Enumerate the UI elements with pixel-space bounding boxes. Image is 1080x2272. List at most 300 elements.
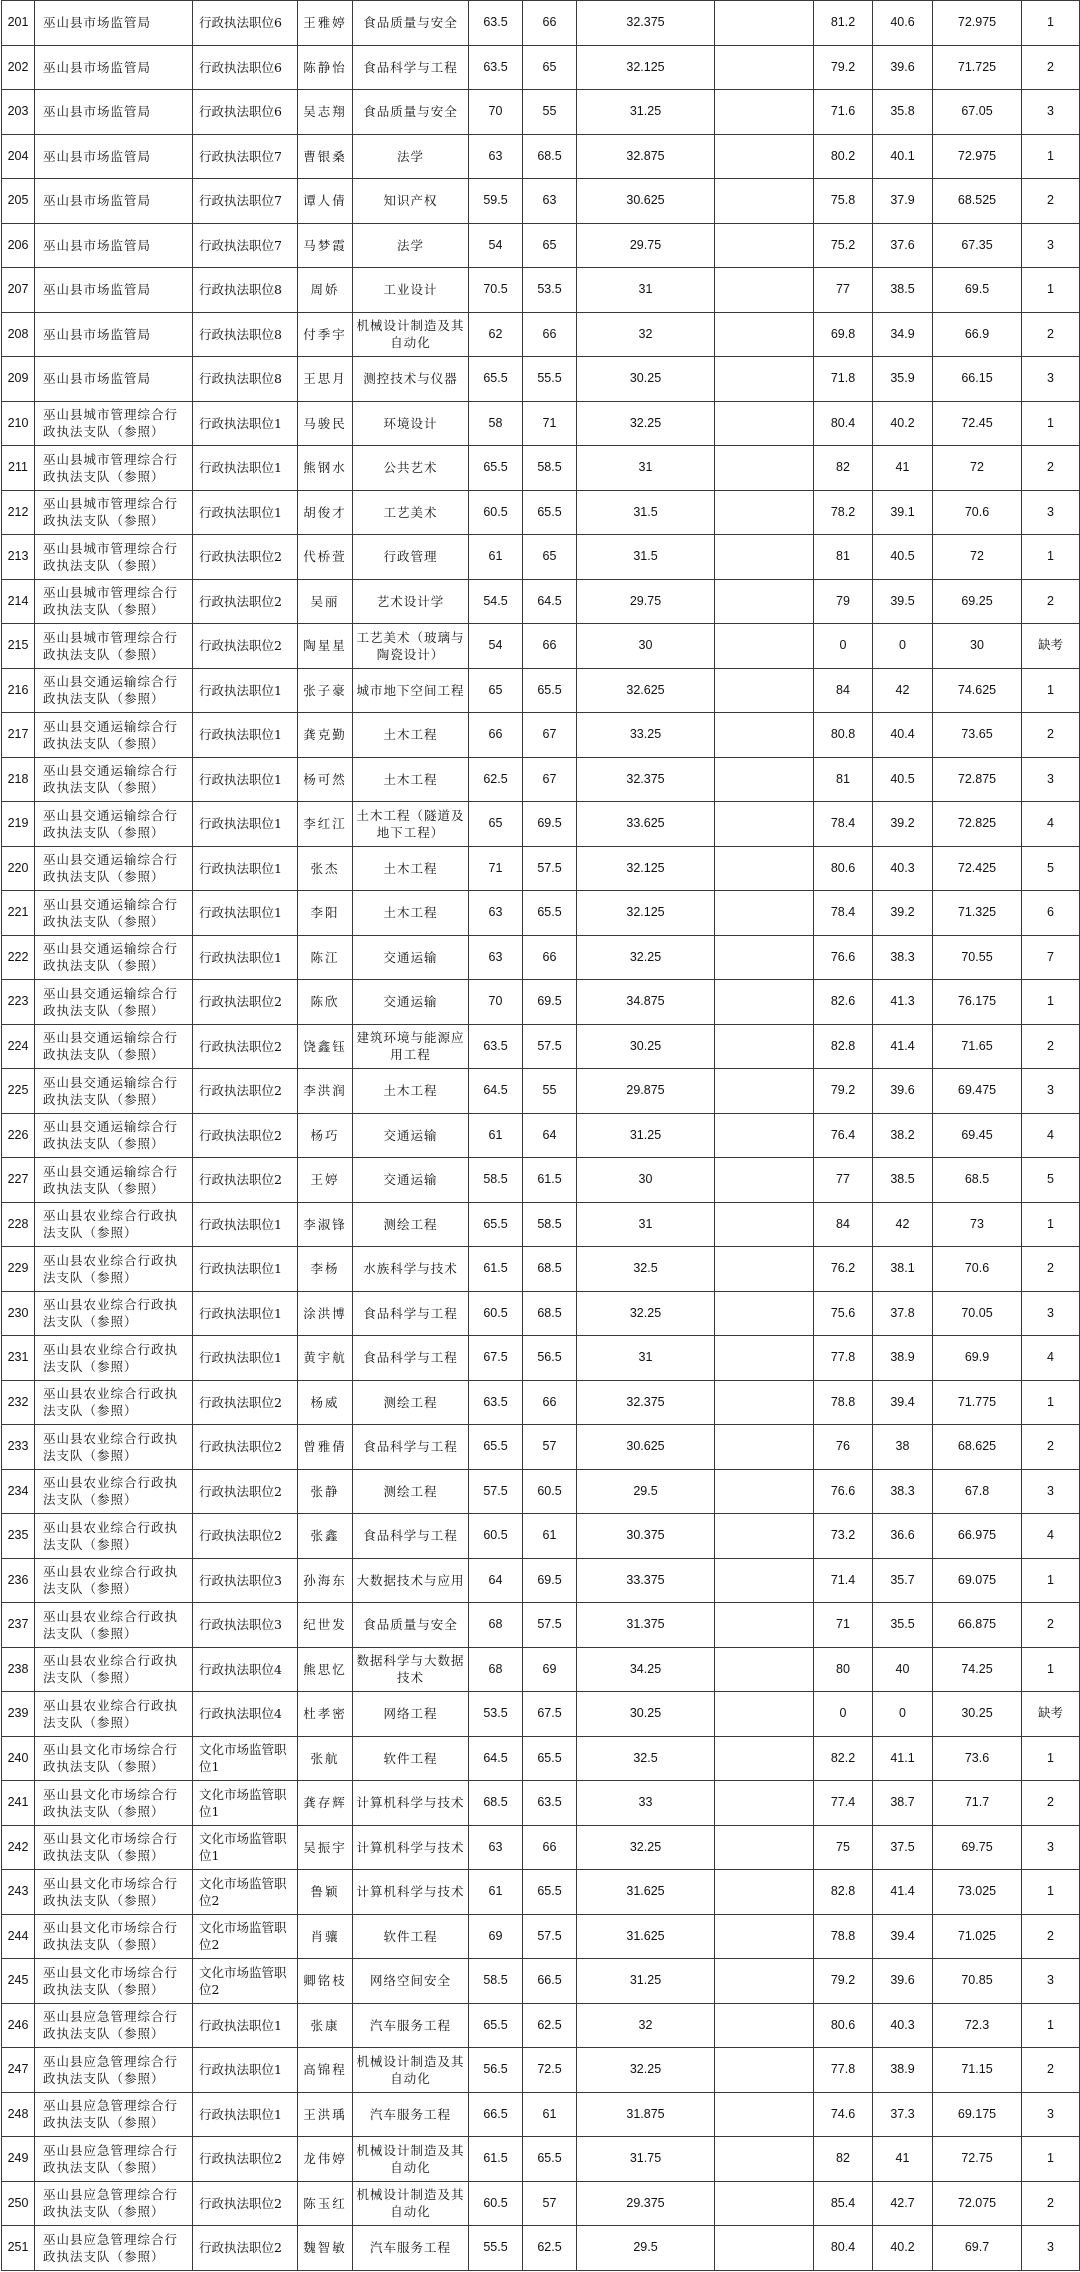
total-score-cell: 68.5	[933, 1158, 1022, 1203]
interview-score-cell: 84	[814, 668, 873, 713]
interview-weighted-cell: 38.3	[873, 1469, 933, 1514]
major-cell: 网络工程	[353, 1692, 469, 1737]
candidate-name-cell: 饶鑫钰	[298, 1024, 353, 1069]
total-score-cell: 69.175	[933, 2092, 1022, 2137]
interview-weighted-cell: 42	[873, 1202, 933, 1247]
written-total-cell: 31	[577, 268, 715, 313]
rank-cell: 2	[1022, 2048, 1080, 2093]
table-row	[2, 579, 1080, 624]
note-cell	[715, 1647, 814, 1692]
row-number: 249	[2, 2137, 35, 2182]
written-total-cell: 29.75	[577, 223, 715, 268]
written-score-1-cell: 61	[469, 1113, 523, 1158]
unit-cell: 巫山县农业综合行政执法支队（参照）	[35, 1514, 193, 1559]
note-cell	[715, 1914, 814, 1959]
rank-cell: 2	[1022, 446, 1080, 491]
interview-weighted-cell: 40.1	[873, 134, 933, 179]
written-score-2-cell: 65.5	[523, 1870, 577, 1915]
interview-weighted-cell: 39.2	[873, 891, 933, 936]
written-total-cell: 31	[577, 1336, 715, 1381]
major-cell: 计算机科学与技术	[353, 1870, 469, 1915]
written-total-cell: 29.5	[577, 1469, 715, 1514]
total-score-cell: 67.8	[933, 1469, 1022, 1514]
table-row	[2, 1113, 1080, 1158]
note-cell	[715, 223, 814, 268]
row-number: 233	[2, 1425, 35, 1470]
unit-cell: 巫山县交通运输综合行政执法支队（参照）	[35, 891, 193, 936]
written-score-2-cell: 66	[523, 1, 577, 46]
candidate-name-cell: 李红江	[298, 802, 353, 847]
written-score-1-cell: 64	[469, 1558, 523, 1603]
major-cell: 汽车服务工程	[353, 2092, 469, 2137]
candidate-name-cell: 陈欣	[298, 980, 353, 1025]
written-score-2-cell: 68.5	[523, 134, 577, 179]
unit-cell: 巫山县文化市场综合行政执法支队（参照）	[35, 1825, 193, 1870]
written-score-2-cell: 60.5	[523, 1469, 577, 1514]
interview-score-cell: 71.6	[814, 90, 873, 135]
major-cell: 大数据技术与应用	[353, 1558, 469, 1603]
written-score-2-cell: 55.5	[523, 357, 577, 402]
row-number: 214	[2, 579, 35, 624]
position-cell: 行政执法职位2	[193, 1158, 298, 1203]
rank-cell: 1	[1022, 1380, 1080, 1425]
interview-weighted-cell: 38.5	[873, 268, 933, 313]
row-number: 228	[2, 1202, 35, 1247]
position-cell: 行政执法职位6	[193, 1, 298, 46]
written-score-2-cell: 57	[523, 2181, 577, 2226]
written-total-cell: 30.25	[577, 357, 715, 402]
table-body	[2, 1, 1080, 2271]
written-total-cell: 29.375	[577, 2181, 715, 2226]
total-score-cell: 30.25	[933, 1692, 1022, 1737]
row-number: 246	[2, 2003, 35, 2048]
rank-cell: 4	[1022, 1113, 1080, 1158]
written-total-cell: 29.75	[577, 579, 715, 624]
written-total-cell: 32.625	[577, 668, 715, 713]
unit-cell: 巫山县农业综合行政执法支队（参照）	[35, 1692, 193, 1737]
note-cell	[715, 1870, 814, 1915]
interview-weighted-cell: 40.4	[873, 713, 933, 758]
total-score-cell: 73.65	[933, 713, 1022, 758]
major-cell: 土木工程	[353, 713, 469, 758]
major-cell: 软件工程	[353, 1914, 469, 1959]
written-score-1-cell: 57.5	[469, 1469, 523, 1514]
rank-cell: 1	[1022, 535, 1080, 580]
written-score-2-cell: 69	[523, 1647, 577, 1692]
row-number: 220	[2, 846, 35, 891]
written-score-1-cell: 65.5	[469, 446, 523, 491]
candidate-name-cell: 陈江	[298, 935, 353, 980]
table-row	[2, 357, 1080, 402]
total-score-cell: 69.75	[933, 1825, 1022, 1870]
written-total-cell: 30.625	[577, 179, 715, 224]
total-score-cell: 72.875	[933, 757, 1022, 802]
candidate-name-cell: 张康	[298, 2003, 353, 2048]
major-cell: 食品科学与工程	[353, 1425, 469, 1470]
major-cell: 数据科学与大数据技术	[353, 1647, 469, 1692]
candidate-name-cell: 王洪瑀	[298, 2092, 353, 2137]
interview-weighted-cell: 0	[873, 624, 933, 669]
rank-cell: 4	[1022, 1514, 1080, 1559]
rank-cell: 3	[1022, 2226, 1080, 2271]
interview-weighted-cell: 0	[873, 1692, 933, 1737]
unit-cell: 巫山县文化市场综合行政执法支队（参照）	[35, 1914, 193, 1959]
unit-cell: 巫山县农业综合行政执法支队（参照）	[35, 1291, 193, 1336]
total-score-cell: 73.6	[933, 1736, 1022, 1781]
unit-cell: 巫山县交通运输综合行政执法支队（参照）	[35, 935, 193, 980]
table-row	[2, 1336, 1080, 1381]
candidate-name-cell: 熊思忆	[298, 1647, 353, 1692]
unit-cell: 巫山县市场监管局	[35, 179, 193, 224]
written-score-2-cell: 53.5	[523, 268, 577, 313]
row-number: 210	[2, 401, 35, 446]
note-cell	[715, 357, 814, 402]
note-cell	[715, 401, 814, 446]
position-cell: 行政执法职位2	[193, 624, 298, 669]
position-cell: 行政执法职位1	[193, 446, 298, 491]
position-cell: 文化市场监管职位1	[193, 1736, 298, 1781]
written-score-2-cell: 66	[523, 624, 577, 669]
candidate-name-cell: 陶星星	[298, 624, 353, 669]
written-score-1-cell: 66.5	[469, 2092, 523, 2137]
written-total-cell: 31.25	[577, 90, 715, 135]
interview-weighted-cell: 38.1	[873, 1247, 933, 1292]
interview-score-cell: 76.2	[814, 1247, 873, 1292]
unit-cell: 巫山县交通运输综合行政执法支队（参照）	[35, 980, 193, 1025]
interview-score-cell: 79.2	[814, 1959, 873, 2004]
written-score-1-cell: 68.5	[469, 1781, 523, 1826]
interview-weighted-cell: 41	[873, 2137, 933, 2182]
row-number: 223	[2, 980, 35, 1025]
position-cell: 文化市场监管职位2	[193, 1914, 298, 1959]
note-cell	[715, 2003, 814, 2048]
interview-weighted-cell: 42	[873, 668, 933, 713]
note-cell	[715, 134, 814, 179]
written-score-1-cell: 63.5	[469, 1024, 523, 1069]
total-score-cell: 73.025	[933, 1870, 1022, 1915]
written-score-2-cell: 64	[523, 1113, 577, 1158]
unit-cell: 巫山县应急管理综合行政执法支队（参照）	[35, 2003, 193, 2048]
candidate-name-cell: 张杰	[298, 846, 353, 891]
major-cell: 食品科学与工程	[353, 1336, 469, 1381]
interview-weighted-cell: 39.4	[873, 1914, 933, 1959]
note-cell	[715, 1069, 814, 1114]
written-total-cell: 33.625	[577, 802, 715, 847]
written-total-cell: 30	[577, 624, 715, 669]
unit-cell: 巫山县交通运输综合行政执法支队（参照）	[35, 668, 193, 713]
table-row	[2, 1202, 1080, 1247]
row-number: 251	[2, 2226, 35, 2271]
position-cell: 行政执法职位1	[193, 2003, 298, 2048]
position-cell: 行政执法职位4	[193, 1647, 298, 1692]
interview-score-cell: 82.8	[814, 1870, 873, 1915]
unit-cell: 巫山县交通运输综合行政执法支队（参照）	[35, 713, 193, 758]
written-total-cell: 34.25	[577, 1647, 715, 1692]
interview-score-cell: 77	[814, 1158, 873, 1203]
note-cell	[715, 891, 814, 936]
interview-weighted-cell: 40.2	[873, 401, 933, 446]
table-row	[2, 446, 1080, 491]
written-total-cell: 32.25	[577, 401, 715, 446]
major-cell: 交通运输	[353, 935, 469, 980]
position-cell: 行政执法职位2	[193, 980, 298, 1025]
position-cell: 行政执法职位1	[193, 401, 298, 446]
position-cell: 行政执法职位1	[193, 846, 298, 891]
table-row	[2, 802, 1080, 847]
interview-score-cell: 77.8	[814, 1336, 873, 1381]
position-cell: 行政执法职位2	[193, 1425, 298, 1470]
rank-cell: 2	[1022, 579, 1080, 624]
interview-weighted-cell: 38	[873, 1425, 933, 1470]
position-cell: 行政执法职位2	[193, 2226, 298, 2271]
row-number: 202	[2, 45, 35, 90]
table-row	[2, 312, 1080, 357]
total-score-cell: 76.175	[933, 980, 1022, 1025]
table-row	[2, 1069, 1080, 1114]
row-number: 226	[2, 1113, 35, 1158]
candidate-name-cell: 杨可然	[298, 757, 353, 802]
interview-score-cell: 74.6	[814, 2092, 873, 2137]
rank-cell: 5	[1022, 1158, 1080, 1203]
candidate-name-cell: 肖骧	[298, 1914, 353, 1959]
interview-score-cell: 75.2	[814, 223, 873, 268]
position-cell: 行政执法职位1	[193, 2092, 298, 2137]
position-cell: 行政执法职位2	[193, 1469, 298, 1514]
row-number: 205	[2, 179, 35, 224]
written-score-1-cell: 68	[469, 1603, 523, 1648]
total-score-cell: 72.75	[933, 2137, 1022, 2182]
written-score-2-cell: 56.5	[523, 1336, 577, 1381]
unit-cell: 巫山县市场监管局	[35, 357, 193, 402]
interview-score-cell: 71	[814, 1603, 873, 1648]
position-cell: 行政执法职位1	[193, 802, 298, 847]
total-score-cell: 69.475	[933, 1069, 1022, 1114]
rank-cell: 2	[1022, 1247, 1080, 1292]
unit-cell: 巫山县应急管理综合行政执法支队（参照）	[35, 2226, 193, 2271]
interview-score-cell: 80.2	[814, 134, 873, 179]
interview-weighted-cell: 40.2	[873, 2226, 933, 2271]
unit-cell: 巫山县交通运输综合行政执法支队（参照）	[35, 1024, 193, 1069]
rank-cell: 2	[1022, 1914, 1080, 1959]
written-score-2-cell: 57	[523, 1425, 577, 1470]
written-total-cell: 30	[577, 1158, 715, 1203]
interview-weighted-cell: 37.3	[873, 2092, 933, 2137]
written-score-1-cell: 64.5	[469, 1736, 523, 1781]
position-cell: 行政执法职位6	[193, 90, 298, 135]
note-cell	[715, 1425, 814, 1470]
table-row	[2, 891, 1080, 936]
written-score-1-cell: 53.5	[469, 1692, 523, 1737]
rank-cell: 3	[1022, 2092, 1080, 2137]
written-score-1-cell: 70	[469, 980, 523, 1025]
interview-score-cell: 79.2	[814, 45, 873, 90]
note-cell	[715, 1113, 814, 1158]
interview-score-cell: 85.4	[814, 2181, 873, 2226]
interview-weighted-cell: 42.7	[873, 2181, 933, 2226]
table-row	[2, 2137, 1080, 2182]
written-total-cell: 32.125	[577, 891, 715, 936]
unit-cell: 巫山县城市管理综合行政执法支队（参照）	[35, 490, 193, 535]
row-number: 218	[2, 757, 35, 802]
rank-cell: 2	[1022, 1425, 1080, 1470]
written-total-cell: 32.125	[577, 846, 715, 891]
interview-score-cell: 80	[814, 1647, 873, 1692]
major-cell: 食品质量与安全	[353, 1, 469, 46]
table-row	[2, 179, 1080, 224]
written-score-1-cell: 63	[469, 1825, 523, 1870]
major-cell: 计算机科学与技术	[353, 1781, 469, 1826]
total-score-cell: 66.15	[933, 357, 1022, 402]
candidate-name-cell: 杨巧	[298, 1113, 353, 1158]
row-number: 241	[2, 1781, 35, 1826]
written-score-1-cell: 63	[469, 134, 523, 179]
total-score-cell: 70.6	[933, 490, 1022, 535]
written-score-2-cell: 65	[523, 45, 577, 90]
interview-score-cell: 82	[814, 446, 873, 491]
unit-cell: 巫山县市场监管局	[35, 268, 193, 313]
position-cell: 行政执法职位1	[193, 1336, 298, 1381]
candidate-name-cell: 王雅婷	[298, 1, 353, 46]
unit-cell: 巫山县市场监管局	[35, 45, 193, 90]
written-score-1-cell: 61.5	[469, 2137, 523, 2182]
position-cell: 文化市场监管职位2	[193, 1870, 298, 1915]
written-score-2-cell: 63.5	[523, 1781, 577, 1826]
major-cell: 水族科学与技术	[353, 1247, 469, 1292]
total-score-cell: 71.025	[933, 1914, 1022, 1959]
written-total-cell: 29.875	[577, 1069, 715, 1114]
major-cell: 土木工程	[353, 1069, 469, 1114]
written-score-2-cell: 69.5	[523, 980, 577, 1025]
interview-weighted-cell: 39.1	[873, 490, 933, 535]
rank-cell: 4	[1022, 802, 1080, 847]
candidate-name-cell: 卿铭枝	[298, 1959, 353, 2004]
row-number: 204	[2, 134, 35, 179]
candidate-name-cell: 付季宇	[298, 312, 353, 357]
interview-weighted-cell: 39.6	[873, 1069, 933, 1114]
row-number: 224	[2, 1024, 35, 1069]
interview-weighted-cell: 37.6	[873, 223, 933, 268]
row-number: 234	[2, 1469, 35, 1514]
major-cell: 艺术设计学	[353, 579, 469, 624]
unit-cell: 巫山县市场监管局	[35, 134, 193, 179]
rank-cell: 5	[1022, 846, 1080, 891]
position-cell: 行政执法职位1	[193, 668, 298, 713]
unit-cell: 巫山县农业综合行政执法支队（参照）	[35, 1469, 193, 1514]
candidate-name-cell: 龚存辉	[298, 1781, 353, 1826]
written-score-1-cell: 68	[469, 1647, 523, 1692]
position-cell: 行政执法职位2	[193, 535, 298, 580]
interview-weighted-cell: 39.5	[873, 579, 933, 624]
table-row	[2, 1781, 1080, 1826]
written-total-cell: 32.25	[577, 1825, 715, 1870]
written-score-1-cell: 67.5	[469, 1336, 523, 1381]
written-total-cell: 31.375	[577, 1603, 715, 1648]
table-row	[2, 713, 1080, 758]
major-cell: 交通运输	[353, 1113, 469, 1158]
written-score-2-cell: 67	[523, 757, 577, 802]
candidate-name-cell: 李淑锋	[298, 1202, 353, 1247]
written-score-2-cell: 57.5	[523, 1024, 577, 1069]
written-score-2-cell: 63	[523, 179, 577, 224]
table-row	[2, 757, 1080, 802]
unit-cell: 巫山县农业综合行政执法支队（参照）	[35, 1558, 193, 1603]
interview-weighted-cell: 39.4	[873, 1380, 933, 1425]
row-number: 247	[2, 2048, 35, 2093]
unit-cell: 巫山县农业综合行政执法支队（参照）	[35, 1380, 193, 1425]
row-number: 245	[2, 1959, 35, 2004]
note-cell	[715, 1603, 814, 1648]
candidate-name-cell: 李阳	[298, 891, 353, 936]
note-cell	[715, 1158, 814, 1203]
row-number: 209	[2, 357, 35, 402]
note-cell	[715, 45, 814, 90]
interview-weighted-cell: 40.3	[873, 846, 933, 891]
total-score-cell: 72.975	[933, 1, 1022, 46]
written-score-1-cell: 65.5	[469, 2003, 523, 2048]
table-row	[2, 1514, 1080, 1559]
table-row	[2, 935, 1080, 980]
rank-cell: 3	[1022, 1291, 1080, 1336]
row-number: 216	[2, 668, 35, 713]
table-row	[2, 1647, 1080, 1692]
table-row	[2, 1736, 1080, 1781]
total-score-cell: 72	[933, 446, 1022, 491]
major-cell: 环境设计	[353, 401, 469, 446]
note-cell	[715, 1336, 814, 1381]
total-score-cell: 69.7	[933, 2226, 1022, 2271]
table-row	[2, 668, 1080, 713]
written-total-cell: 32	[577, 312, 715, 357]
candidate-name-cell: 陈静怡	[298, 45, 353, 90]
major-cell: 机械设计制造及其自动化	[353, 2048, 469, 2093]
unit-cell: 巫山县城市管理综合行政执法支队（参照）	[35, 535, 193, 580]
written-score-2-cell: 71	[523, 401, 577, 446]
written-score-1-cell: 69	[469, 1914, 523, 1959]
position-cell: 行政执法职位3	[193, 1558, 298, 1603]
written-score-1-cell: 60.5	[469, 490, 523, 535]
interview-score-cell: 78.4	[814, 802, 873, 847]
rank-cell: 1	[1022, 134, 1080, 179]
major-cell: 交通运输	[353, 980, 469, 1025]
written-total-cell: 30.625	[577, 1425, 715, 1470]
candidate-name-cell: 张鑫	[298, 1514, 353, 1559]
interview-score-cell: 69.8	[814, 312, 873, 357]
row-number: 248	[2, 2092, 35, 2137]
written-score-1-cell: 58.5	[469, 1959, 523, 2004]
candidate-name-cell: 吴振宇	[298, 1825, 353, 1870]
total-score-cell: 70.55	[933, 935, 1022, 980]
interview-score-cell: 80.4	[814, 401, 873, 446]
note-cell	[715, 624, 814, 669]
row-number: 201	[2, 1, 35, 46]
written-total-cell: 30.25	[577, 1024, 715, 1069]
unit-cell: 巫山县交通运输综合行政执法支队（参照）	[35, 757, 193, 802]
note-cell	[715, 1736, 814, 1781]
candidate-name-cell: 胡俊才	[298, 490, 353, 535]
rank-cell: 1	[1022, 1202, 1080, 1247]
row-number: 232	[2, 1380, 35, 1425]
position-cell: 行政执法职位2	[193, 2137, 298, 2182]
rank-cell: 3	[1022, 223, 1080, 268]
written-score-1-cell: 62	[469, 312, 523, 357]
total-score-cell: 69.9	[933, 1336, 1022, 1381]
total-score-cell: 71.325	[933, 891, 1022, 936]
interview-score-cell: 77.8	[814, 2048, 873, 2093]
written-score-1-cell: 65	[469, 668, 523, 713]
candidate-name-cell: 吴丽	[298, 579, 353, 624]
position-cell: 行政执法职位1	[193, 1202, 298, 1247]
written-score-1-cell: 61	[469, 535, 523, 580]
